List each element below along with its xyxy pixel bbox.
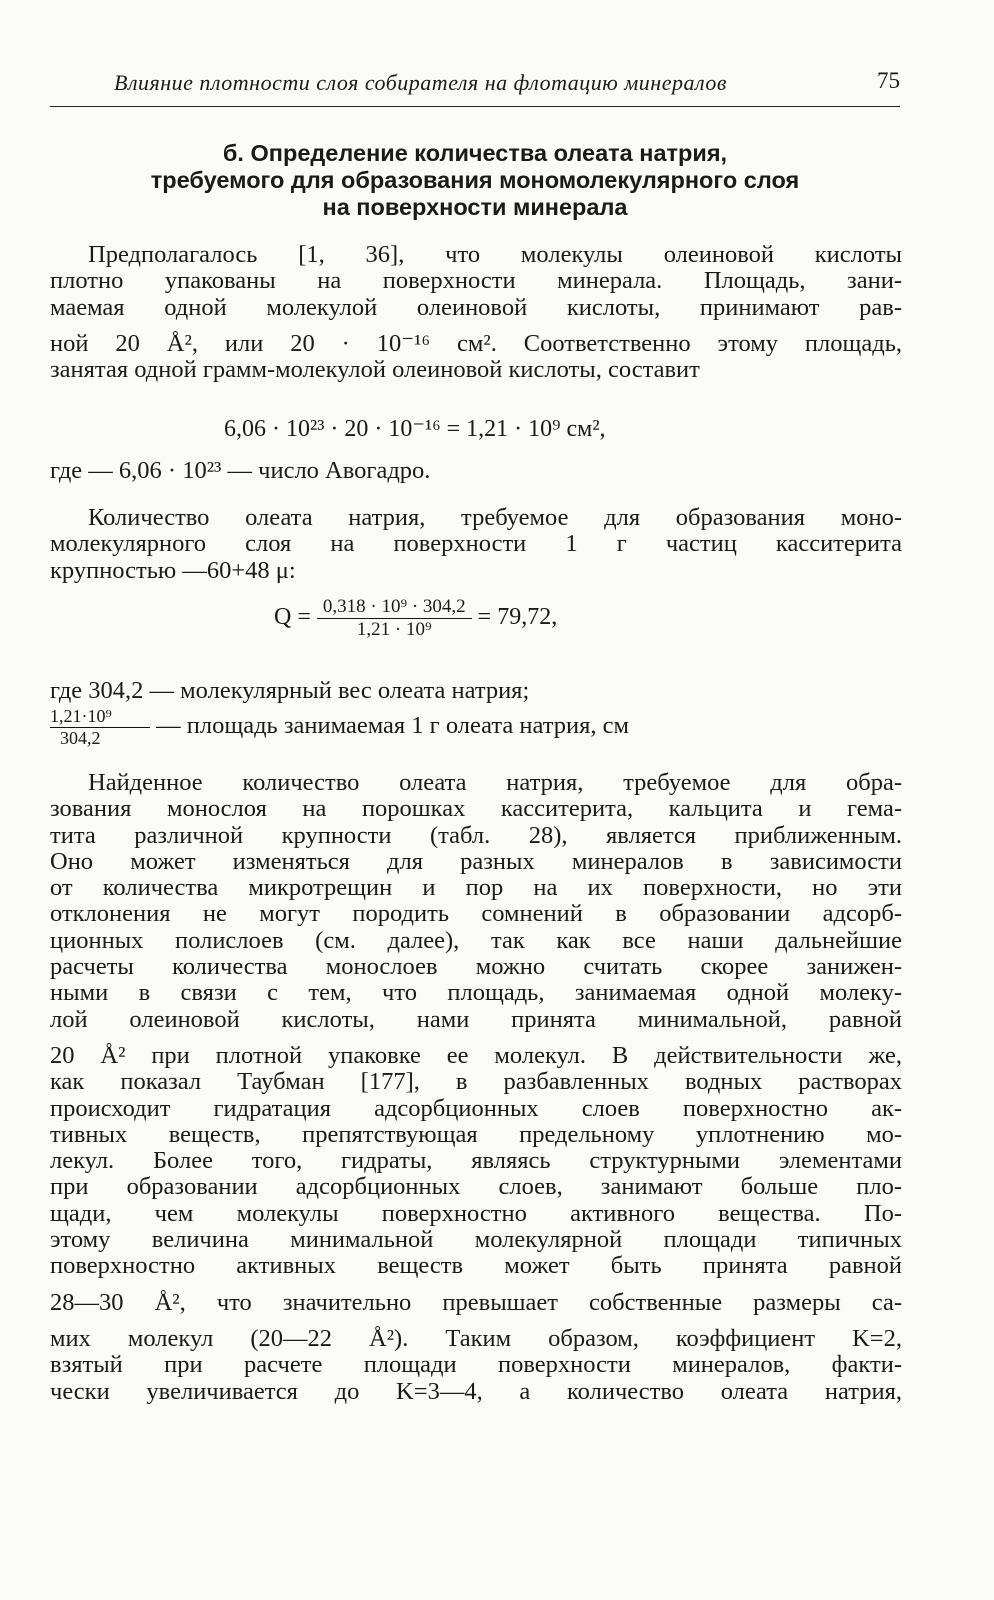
paragraph-1 bbox=[50, 242, 902, 383]
where-area-per-gram bbox=[50, 706, 629, 749]
formula-denominator: 1,21 · 10⁹ bbox=[356, 619, 432, 640]
running-head-title: Влияние плотности слоя собирателя на флотацию минералов bbox=[114, 70, 727, 95]
formula-lhs: Q = bbox=[274, 604, 311, 631]
text-line: этому величина минимальной молекулярной площади типичных bbox=[50, 1226, 902, 1254]
page-number: 75 bbox=[877, 68, 900, 93]
area-fraction-text: — площадь занимаемая 1 г олеата натрия, см bbox=[156, 712, 630, 740]
text-line: лекул. Более того, гидраты, являясь структурными элементами bbox=[50, 1147, 902, 1175]
text-line: при образовании адсорбционных слоев, занимают больше пло- bbox=[50, 1173, 902, 1201]
text-line: взятый при расчете площади поверхности минералов, факти- bbox=[50, 1351, 902, 1379]
section-heading-line: б. Определение количества олеата натрия, bbox=[222, 140, 728, 166]
text-line: тивных веществ, препятствующая предельному уплотнению мо- bbox=[50, 1120, 902, 1148]
text-line: Количество олеата натрия, требуемое для образования моно- bbox=[88, 504, 902, 531]
text-line: происходит гидратация адсорбционных слоев поверхностно ак- bbox=[50, 1094, 902, 1122]
text-line: занятая одной грамм-молекулой олеиновой кислоты, составит bbox=[50, 356, 700, 384]
text-line: ными в связи с тем, что площадь, занимаемая одной молеку- bbox=[50, 979, 902, 1007]
avogadro-area-formula: 6,06 · 10²³ · 20 · 10⁻¹⁶ = 1,21 · 10⁹ см², bbox=[224, 416, 606, 442]
formula-rhs: = 79,72, bbox=[477, 604, 558, 631]
text-line: щади, чем молекулы поверхностно активного вещества. По- bbox=[50, 1199, 902, 1227]
formula-fraction bbox=[317, 596, 472, 641]
formula-numerator: 0,318 · 10⁹ · 304,2 bbox=[317, 596, 472, 619]
text-line: поверхностно активных веществ может быть принята равной bbox=[50, 1252, 902, 1280]
text-line: где 304,2 — молекулярный вес олеата натрия; bbox=[50, 677, 530, 704]
text-line: расчеты количества монослоев можно считать скорее занижен- bbox=[50, 953, 902, 981]
section-heading bbox=[50, 140, 900, 221]
text-line: отклонения не могут породить сомнений в образовании адсорб- bbox=[50, 900, 902, 928]
text-line: как показал Таубман [177], в разбавленных водных растворах bbox=[50, 1068, 902, 1096]
text-line: Найденное количество олеата натрия, требуемое для обра- bbox=[88, 769, 902, 796]
text-line: ционных полислоев (см. далее), так как все наши дальнейшие bbox=[50, 926, 902, 954]
text-line: тита различной крупности (табл. 28), является приближенным. bbox=[50, 821, 902, 849]
section-heading-line: на поверхности минерала bbox=[322, 194, 628, 220]
text-line: ной 20 Å², или 20 · 10⁻¹⁶ см². Соответственно этому площадь, bbox=[50, 329, 902, 357]
area-fraction bbox=[50, 706, 150, 749]
text-line: Предполагалось [1, 36], что молекулы олеиновой кислоты bbox=[88, 241, 902, 268]
text-line: 20 Å² при плотной упаковке ее молекул. В действительности же, bbox=[50, 1041, 902, 1069]
paragraph-2 bbox=[50, 505, 902, 584]
text-line: от количества микротрещин и пор на их поверхности, но эти bbox=[50, 874, 902, 902]
text-line: лой олеиновой кислоты, нами принята минимальной, равной bbox=[50, 1005, 902, 1033]
text-line: мих молекул (20—22 Å²). Таким образом, коэффициент K=2, bbox=[50, 1324, 902, 1352]
text-line: маемая одной молекулой олеиновой кислоты, принимают рав- bbox=[50, 293, 902, 321]
text-line: плотно упакованы на поверхности минерала. Площадь, зани- bbox=[50, 267, 902, 295]
running-head bbox=[50, 66, 900, 107]
where-molecular-weight bbox=[50, 678, 902, 704]
text-line: зования монослоя на порошках касситерита, кальцита и гема- bbox=[50, 795, 902, 823]
text-line: 28—30 Å², что значительно превышает собственные размеры са- bbox=[50, 1288, 902, 1316]
oleate-quantity-formula bbox=[274, 596, 557, 641]
area-fraction-numerator: 1,21·10⁹ bbox=[50, 706, 150, 728]
text-line: крупностью —60+48 μ: bbox=[50, 556, 296, 584]
text-line: чески увеличивается до K=3—4, а количество олеата натрия, bbox=[50, 1377, 902, 1405]
text-line: где — 6,06 · 10²³ — число Авогадро. bbox=[50, 457, 431, 484]
paragraph-3 bbox=[50, 770, 902, 1405]
section-heading-line: требуемого для образования мономолекулярного слоя bbox=[150, 167, 800, 193]
area-fraction-denominator: 304,2 bbox=[60, 728, 101, 748]
text-line: молекулярного слоя на поверхности 1 г частиц касситерита bbox=[50, 530, 902, 558]
text-line: Оно может изменяться для разных минералов в зависимости bbox=[50, 847, 902, 875]
where-avogadro bbox=[50, 458, 902, 484]
